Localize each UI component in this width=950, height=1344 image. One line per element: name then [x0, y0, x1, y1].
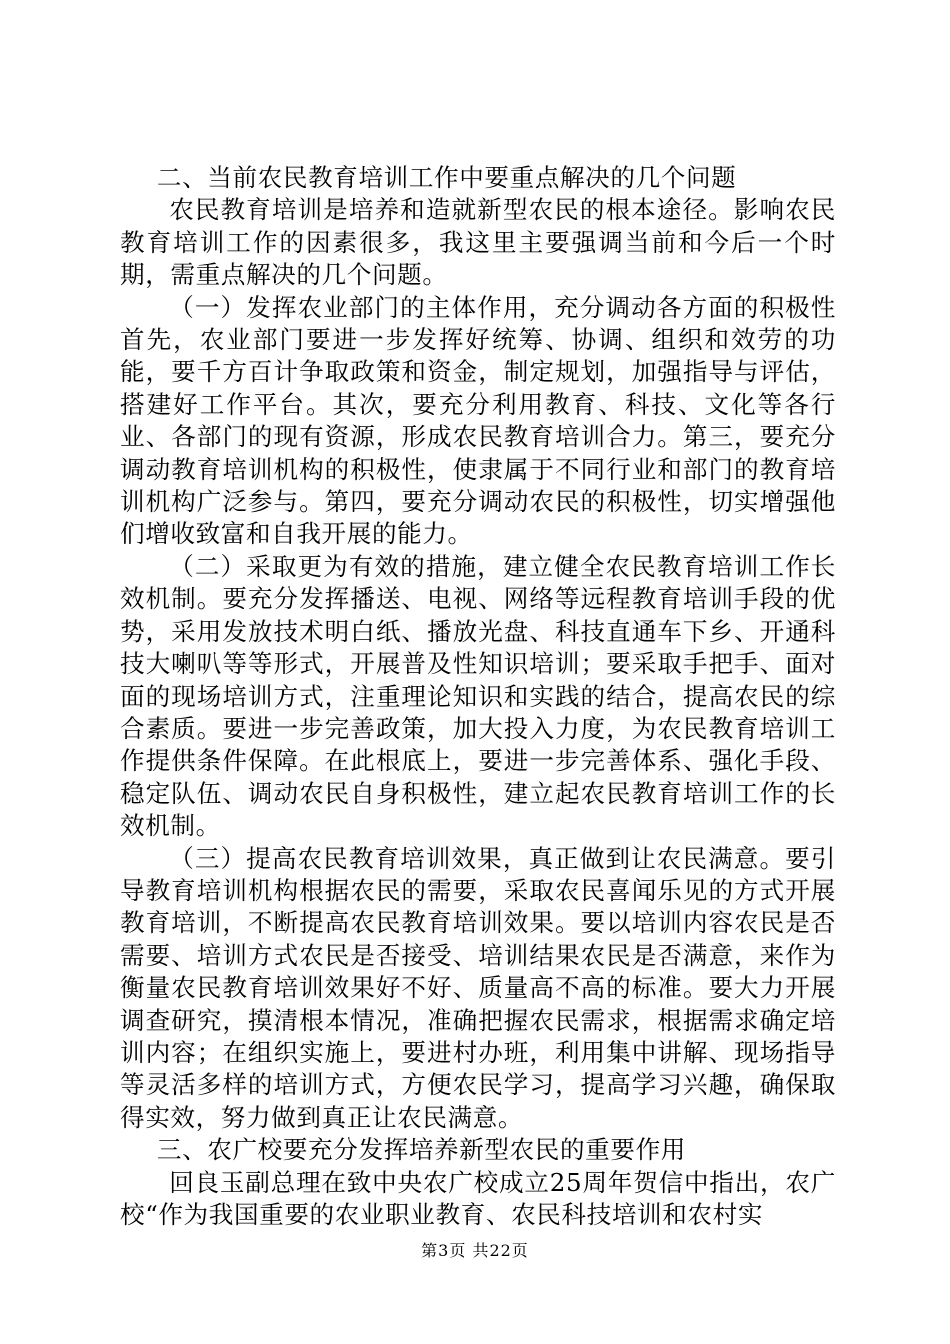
- section-3-heading: 三、农广校要充分发挥培养新型农民的重要作用: [156, 1135, 686, 1165]
- page-number-footer: 第3页 共22页: [421, 1241, 529, 1260]
- document-body: [120, 162, 836, 1231]
- item-3-paragraph: （三）提高农民教育培训效果，真正做到让农民满意。要引导教育培训机构根据农民的需要，采取农民喜闻乐见的方式开展教育培训，不断提高农民教育培训效果。要以培训内容农民是否需要、培训方式农民是否接受、培训结果农民是否满意，来作为衡量农民教育培训效果好不好、质量高不高的标准。要大力开展调查研究，摸清根本情况，准确把握农民需求，根据需求确定培训内容；在组织实施上，要进村办班，利用集中讲解、现场指导等灵活多样的培训方式，方便农民学习，提高学习兴趣，确保取得实效，努力做到真正让农民满意。: [120, 843, 836, 1132]
- item-2-paragraph: （二）采取更为有效的措施，建立健全农民教育培训工作长效机制。要充分发挥播送、电视、网络等远程教育培训手段的优势，采用发放技术明白纸、播放光盘、科技直通车下乡、开通科技大喇叭等等形式，开展普及性知识培训；要采取手把手、面对面的现场培训方式，注重理论知识和实践的结合，提高农民的综合素质。要进一步完善政策，加大投入力度，为农民教育培训工作提供条件保障。在此根底上，要进一步完善体系、强化手段、稳定队伍、调动农民自身积极性，建立起农民教育培训工作的长效机制。: [120, 551, 836, 841]
- item-1-paragraph: （一）发挥农业部门的主体作用，充分调动各方面的积极性首先，农业部门要进一步发挥好统筹、协调、组织和效劳的功能，要千方百计争取政策和资金，制定规划，加强指导与评估，搭建好工作平台。其次，要充分利用教育、科技、文化等各行业、各部门的现有资源，形成农民教育培训合力。第三，要充分调动教育培训机构的积极性，使隶属于不同行业和部门的教育培训机构广泛参与。第四，要充分调动农民的积极性，切实增强他们增收致富和自我开展的能力。: [120, 292, 836, 549]
- section-2-intro-paragraph: 农民教育培训是培养和造就新型农民的根本途径。影响农民教育培训工作的因素很多，我这里主要强调当前和今后一个时期，需重点解决的几个问题。: [120, 195, 836, 290]
- section-2-heading: 二、当前农民教育培训工作中要重点解决的几个问题: [156, 163, 737, 192]
- section-3-intro-paragraph: 回良玉副总理在致中央农广校成立25周年贺信中指出，农广校“作为我国重要的农业职业教育、农民科技培训和农村实: [120, 1167, 836, 1229]
